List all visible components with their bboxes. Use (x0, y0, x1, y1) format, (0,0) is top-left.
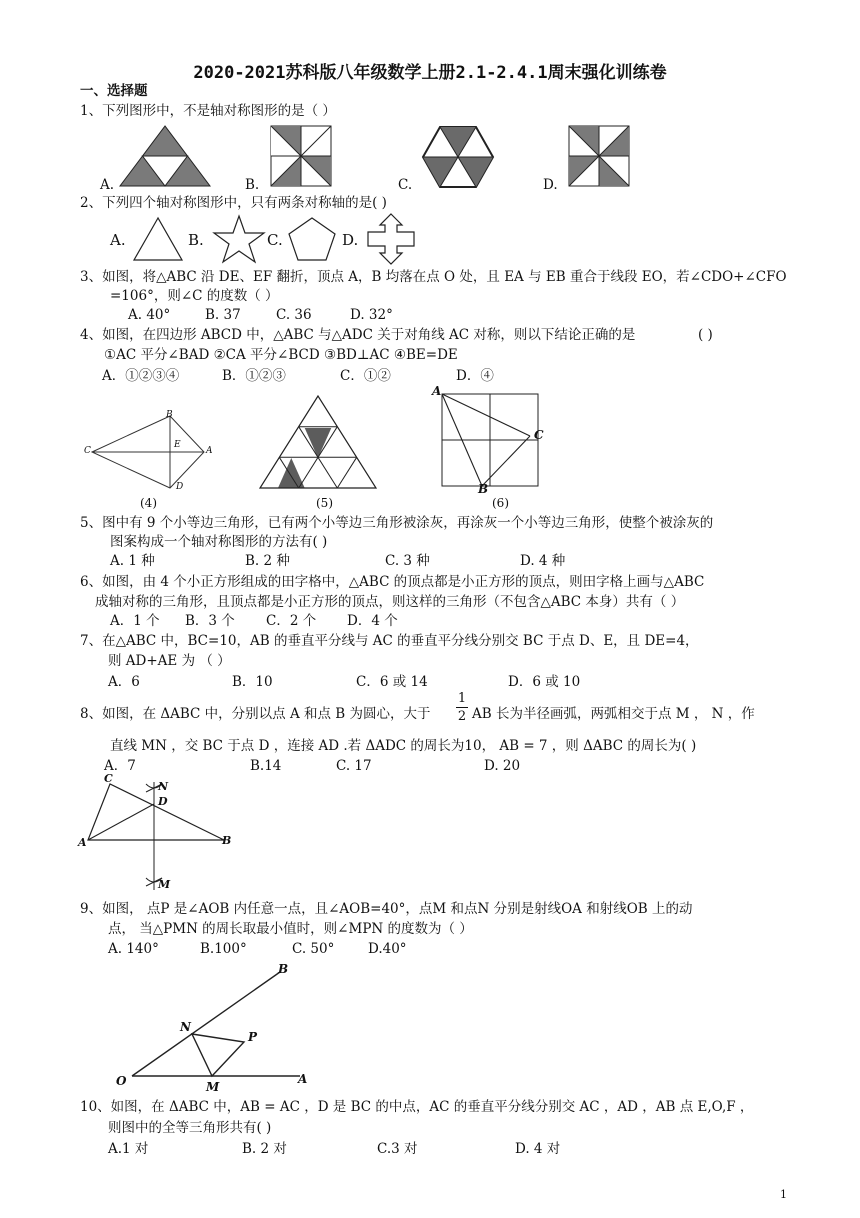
fig8-label-c: C (104, 772, 113, 785)
fig8-label-a: A (78, 836, 87, 849)
question-8-pre: 8、如图，在 ΔABC 中，分别以点 A 和点 B 为圆心，大于 (80, 706, 431, 722)
q10-option-c: C.3 对 (377, 1141, 418, 1157)
question-2-stem: 2、下列四个轴对称图形中，只有两条对称轴的是( ) (80, 195, 387, 211)
question-3-line2: =106°，则∠C 的度数（ ） (110, 288, 279, 304)
fig9-label-n: N (180, 1020, 191, 1034)
q5-option-c: C. 3 种 (385, 553, 430, 569)
q7-option-a: A．6 (108, 674, 140, 690)
q7-option-c: C．6 或 14 (356, 674, 428, 690)
figure-6-caption: (6) (492, 496, 509, 510)
q8-fraction-numerator: 1 (457, 691, 467, 706)
question-5-line1: 5、图中有 9 个小等边三角形，已有两个小等边三角形被涂灰，再涂灰一个小等边三角形，使整个被涂灰的 (80, 515, 714, 531)
q10-option-b: B. 2 对 (242, 1141, 287, 1157)
q8-option-b: B.14 (250, 758, 282, 774)
question-5-line2: 图案构成一个轴对称图形的方法有( ) (110, 534, 328, 550)
fig4-label-c: C (84, 446, 91, 456)
question-4-line1: 4、如图，在四边形 ABCD 中，△ABC 与△ADC 关于对角线 AC 对称，则以下结论正确的是 (80, 327, 636, 343)
fig4-label-b: B (166, 410, 173, 420)
figure-9-angle (128, 966, 308, 1084)
fig6-label-c: C (534, 428, 544, 442)
q5-option-b: B. 2 种 (245, 553, 290, 569)
fig6-label-b: B (478, 482, 489, 496)
q6-option-b: B．3 个 (185, 613, 235, 629)
q6-option-d: D．4 个 (347, 613, 398, 629)
fig8-label-m: M (158, 878, 171, 891)
question-9-line1: 9、如图， 点P 是∠AOB 内任意一点，且∠AOB=40°，点M 和点N 分别是射线OA 和射线OB 上的动 (80, 901, 693, 917)
fig8-label-d: D (158, 795, 168, 808)
q9-option-c: C. 50° (292, 941, 335, 957)
figure-5-caption: (5) (316, 496, 333, 510)
fig9-label-a: A (298, 1072, 308, 1086)
q4-option-a: A．①②③④ (102, 368, 180, 384)
q8-fraction-bar (456, 707, 468, 708)
q2-figure-arrows (366, 212, 416, 266)
q2-figure-pentagon (287, 216, 337, 262)
fig8-label-n: N (158, 780, 169, 793)
q1-option-d: D. (543, 177, 558, 193)
fig4-label-e: E (174, 440, 181, 450)
q10-option-a: A.1 对 (108, 1141, 149, 1157)
q1-option-c: C. (398, 177, 413, 193)
figure-8-triangle (82, 780, 232, 895)
question-3-line1: 3、如图，将△ABC 沿 DE、EF 翻折，顶点 A，B 均落在点 O 处，且 EA 与 EB 重合于线段 EO，若∠CDO+∠CFO (80, 269, 787, 285)
q8-option-c: C. 17 (336, 758, 372, 774)
q2-option-a: A. (110, 231, 126, 249)
question-6-line1: 6、如图，由 4 个小正方形组成的田字格中，△ABC 的顶点都是小正方形的顶点，则田字格上画与△ABC (80, 574, 705, 590)
q5-option-a: A. 1 种 (110, 553, 155, 569)
q9-option-a: A. 140° (108, 941, 159, 957)
q9-option-b: B.100° (200, 941, 247, 957)
question-7-line2: 则 AD+AE 为 （ ） (108, 653, 231, 669)
q2-option-b: B. (188, 231, 204, 249)
q6-option-c: C．2 个 (266, 613, 317, 629)
fig9-label-b: B (278, 962, 289, 976)
q2-option-c: C. (267, 231, 283, 249)
q4-option-c: C．①② (340, 368, 391, 384)
fig8-label-b: B (222, 834, 232, 847)
page-title: 2020-2021苏科版八年级数学上册2.1-2.4.1周末强化训练卷 (193, 63, 667, 83)
q5-option-d: D. 4 种 (520, 553, 566, 569)
fig6-label-a: A (432, 384, 442, 398)
question-4-line2: ①AC 平分∠BAD ②CA 平分∠BCD ③BD⊥AC ④BE=DE (104, 347, 458, 363)
q4-option-b: B．①②③ (222, 368, 286, 384)
question-8-post: AB 长为半径画弧，两弧相交于点 M ， N ，作 (472, 706, 755, 722)
question-10-line1: 10、如图，在 ΔABC 中，AB = AC ，D 是 BC 的中点，AC 的垂直平分线分别交 AC ，AD ，AB 点 E,O,F ， (80, 1099, 754, 1115)
question-7-line1: 7、在△ABC 中，BC=10，AB 的垂直平分线与 AC 的垂直平分线分别交 BC 于点 D、E，且 DE=4， (80, 633, 699, 649)
section-heading: 一、选择题 (80, 83, 148, 99)
q10-option-d: D. 4 对 (515, 1141, 561, 1157)
q1-figure-c (422, 126, 494, 188)
question-8-line2: 直线 MN ，交 BC 于点 D ，连接 AD .若 ΔADC 的周长为10， AB = 7 ，则 ΔABC 的周长为( ) (110, 738, 697, 754)
figure-6-grid (440, 392, 544, 492)
q1-figure-a (118, 124, 213, 188)
q8-option-d: D. 20 (484, 758, 521, 774)
q9-option-d: D.40° (368, 941, 407, 957)
q3-option-a: A. 40° (128, 307, 171, 323)
q2-figure-star (212, 214, 266, 264)
q1-figure-b (270, 125, 332, 187)
q7-option-b: B．10 (232, 674, 273, 690)
q8-option-a: A．7 (104, 758, 136, 774)
fig9-label-o: O (116, 1074, 127, 1088)
question-4-answer-paren: ( ) (698, 327, 713, 343)
q4-option-d: D．④ (456, 368, 494, 384)
fig9-label-m: M (206, 1080, 220, 1094)
q8-fraction-denominator: 2 (457, 709, 467, 724)
q2-figure-triangle (132, 216, 184, 262)
question-1-stem: 1、下列图形中，不是轴对称图形的是（ ） (80, 103, 336, 119)
fig9-label-p: P (248, 1030, 258, 1044)
fig4-label-a: A (206, 446, 213, 456)
page-number: 1 (780, 1188, 787, 1201)
q1-option-b: B. (245, 177, 260, 193)
q3-option-c: C. 36 (276, 307, 312, 323)
figure-4-kite (88, 408, 218, 496)
question-6-line2: 成轴对称的三角形，且顶点都是小正方形的顶点，则这样的三角形（不包含△ABC 本身）共有（ ） (95, 594, 685, 610)
q3-option-d: D. 32° (350, 307, 393, 323)
q1-figure-d (568, 125, 630, 187)
q6-option-a: A．1 个 (110, 613, 160, 629)
q2-option-d: D. (342, 231, 359, 249)
question-10-line2: 则图中的全等三角形共有( ) (108, 1120, 272, 1136)
q1-option-a: A. (100, 177, 115, 193)
fig4-label-d: D (176, 482, 184, 492)
q7-option-d: D．6 或 10 (508, 674, 581, 690)
figure-4-caption: (4) (140, 496, 157, 510)
question-9-line2: 点， 当△PMN 的周长取最小值时，则∠MPN 的度数为（ ） (108, 921, 473, 937)
q3-option-b: B. 37 (205, 307, 241, 323)
figure-5-triangle-grid (258, 394, 378, 494)
